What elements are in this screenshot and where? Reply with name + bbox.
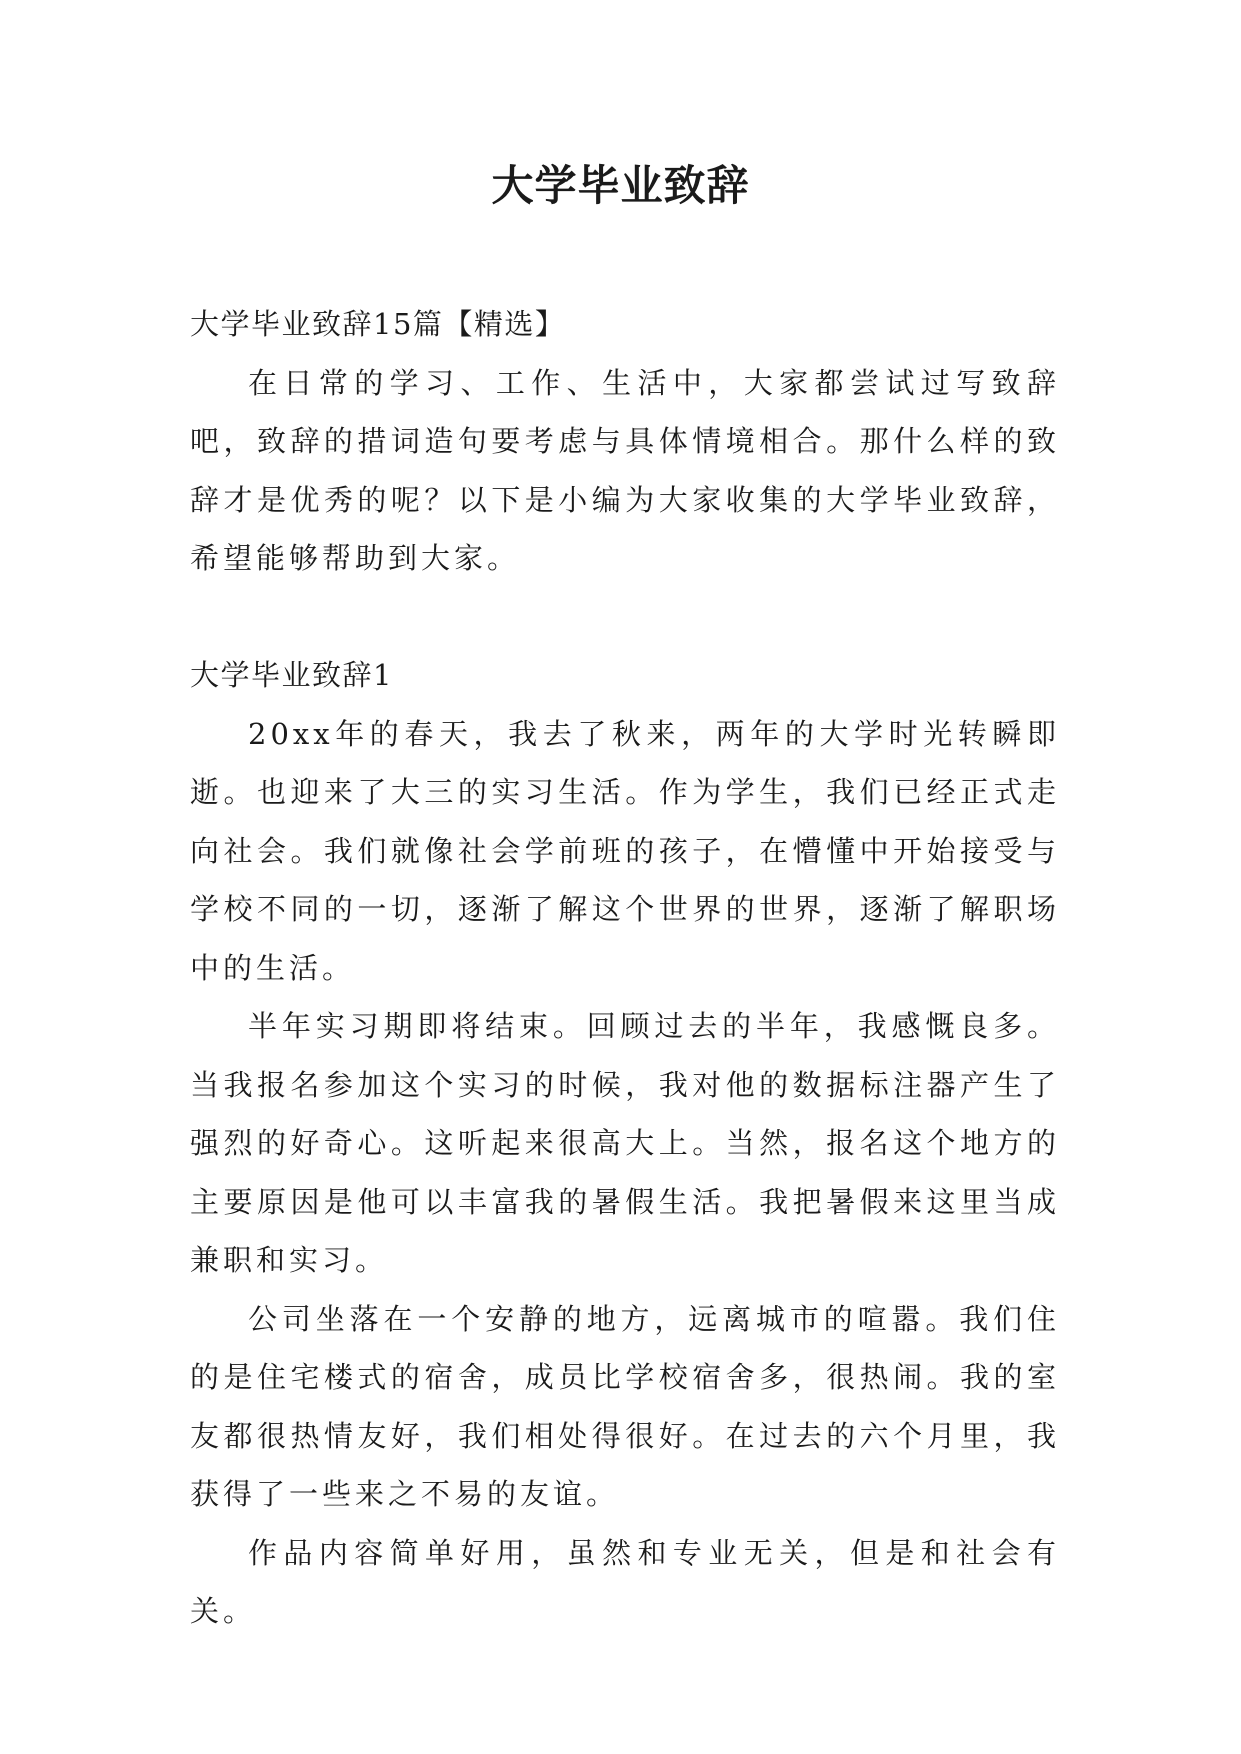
intro-paragraph: 在日常的学习、工作、生活中，大家都尝试过写致辞吧，致辞的措词造句要考虑与具体情境相合。那什么样的致辞才是优秀的呢？以下是小编为大家收集的大学毕业致辞，希望能够帮助到大家。 [190,365,1060,575]
section-heading: 大学毕业致辞1 [190,658,393,692]
section-spacer [190,588,1060,647]
body-paragraph: 作品内容简单好用，虽然和专业无关，但是和社会有关。 [190,1535,1060,1628]
body-paragraph: 半年实习期即将结束。回顾过去的半年，我感慨良多。当我报名参加这个实习的时候，我对他的数据标注器产生了强烈的好奇心。这听起来很高大上。当然，报名这个地方的主要原因是他可以丰富我的暑假生活。我把暑假来这里当成兼职和实习。 [190,1009,1060,1277]
document-body [190,295,1060,1641]
document-subtitle: 大学毕业致辞15篇【精选】 [190,307,566,341]
document-title: 大学毕业致辞 [491,161,750,210]
body-paragraph: 公司坐落在一个安静的地方，远离城市的喧嚣。我们住的是住宅楼式的宿舍，成员比学校宿舍多，很热闹。我的室友都很热情友好，我们相处得很好。在过去的六个月里，我获得了一些来之不易的友谊。 [190,1301,1060,1511]
body-paragraph: 20xx年的春天，我去了秋来，两年的大学时光转瞬即逝。也迎来了大三的实习生活。作为学生，我们已经正式走向社会。我们就像社会学前班的孩子，在懵懂中开始接受与学校不同的一切，逐渐了解这个世界的世界，逐渐了解职场中的生活。 [190,716,1060,985]
